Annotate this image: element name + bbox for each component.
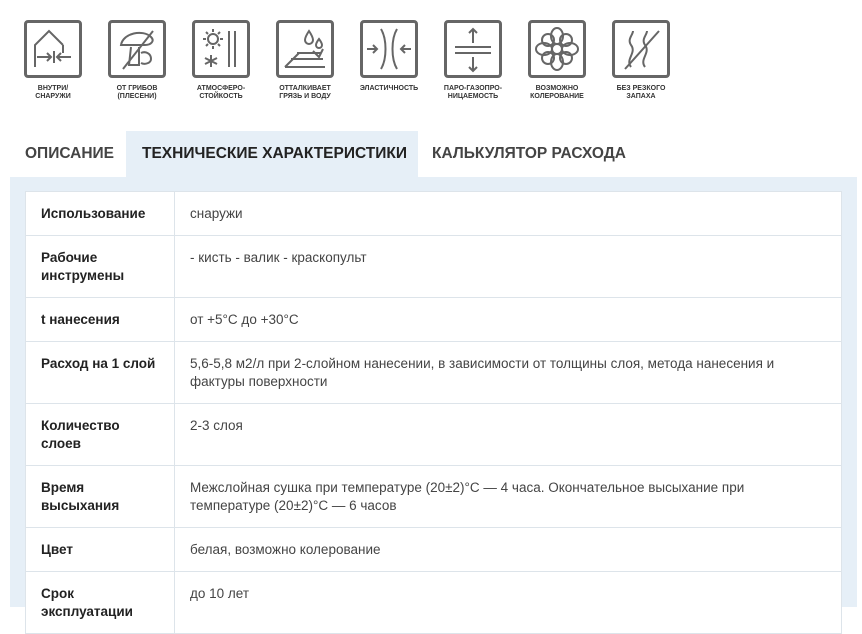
tab-description[interactable]: ОПИСАНИЕ: [25, 145, 115, 162]
spec-key: Цвет: [26, 528, 175, 572]
spec-value: 2-3 слоя: [175, 404, 842, 466]
tab-technical-specs[interactable]: ТЕХНИЧЕСКИЕ ХАРАКТЕРИСТИКИ: [126, 131, 418, 177]
feature-tinting: [518, 20, 596, 101]
feature-caption: АТМОСФЕРО- СТОЙКОСТЬ: [196, 85, 246, 100]
feature-elasticity: [350, 20, 428, 93]
feature-caption: ПАРО-ГАЗОПРО- НИЦАЕМОСТЬ: [443, 85, 503, 100]
feature-caption: ВОЗМОЖНО КОЛЕРОВАНИЕ: [530, 85, 584, 100]
flower-icon: [528, 20, 586, 78]
elasticity-icon: [360, 20, 418, 78]
feature-caption: ВНУТРИ/ СНАРУЖИ: [35, 85, 71, 100]
table-row: [26, 528, 842, 572]
tab-bar: [10, 131, 860, 177]
feature-caption: ОТ ГРИБОВ (ПЛЕСЕНИ): [116, 85, 158, 100]
no-odor-icon: [612, 20, 670, 78]
spec-value: от +5°С до +30°С: [175, 298, 842, 342]
spec-value: до 10 лет: [175, 572, 842, 634]
spec-key: t нанесения: [26, 298, 175, 342]
feature-antifungal: [98, 20, 176, 101]
feature-repels: [266, 20, 344, 101]
water-drops-icon: [276, 20, 334, 78]
feature-inside-outside: [14, 20, 92, 101]
vapor-permeability-icon: [444, 20, 502, 78]
spec-value: белая, возможно колерование: [175, 528, 842, 572]
sun-snow-icon: [192, 20, 250, 78]
feature-caption: ОТТАЛКИВАЕТ ГРЯЗЬ И ВОДУ: [279, 85, 331, 100]
table-row: [26, 342, 842, 404]
mushroom-crossed-icon: [108, 20, 166, 78]
spec-value: Межслойная сушка при температуре (20±2)°С — 4 часа. Окончательное высыхание при температуре (20±2)°С — 6 часов: [175, 466, 842, 528]
spec-key: Срок эксплуатации: [26, 572, 175, 634]
spec-value: снаружи: [175, 192, 842, 236]
feature-caption: ЭЛАСТИЧНОСТЬ: [359, 85, 419, 92]
table-row: [26, 466, 842, 528]
feature-no-odor: [602, 20, 680, 101]
feature-caption: БЕЗ РЕЗКОГО ЗАПАХА: [616, 85, 666, 100]
table-row: [26, 298, 842, 342]
table-row: [26, 572, 842, 634]
specs-table: [25, 191, 842, 634]
table-row: [26, 192, 842, 236]
tab-calculator[interactable]: КАЛЬКУЛЯТОР РАСХОДА: [432, 145, 626, 162]
spec-key: Использование: [26, 192, 175, 236]
spec-key: Количество слоев: [26, 404, 175, 466]
spec-key: Расход на 1 слой: [26, 342, 175, 404]
feature-icons-row: [14, 20, 694, 110]
spec-value: - кисть - валик - краскопульт: [175, 236, 842, 298]
spec-value: 5,6-5,8 м2/л при 2-слойном нанесении, в зависимости от толщины слоя, метода нанесения и фактуры поверхности: [175, 342, 842, 404]
house-arrows-icon: [24, 20, 82, 78]
spec-key: Время высыхания: [26, 466, 175, 528]
spec-key: Рабочие инструмены: [26, 236, 175, 298]
table-row: [26, 404, 842, 466]
feature-vapor: [434, 20, 512, 101]
feature-weather: [182, 20, 260, 101]
tab-panel-technical-specs: [10, 177, 857, 619]
table-row: [26, 236, 842, 298]
